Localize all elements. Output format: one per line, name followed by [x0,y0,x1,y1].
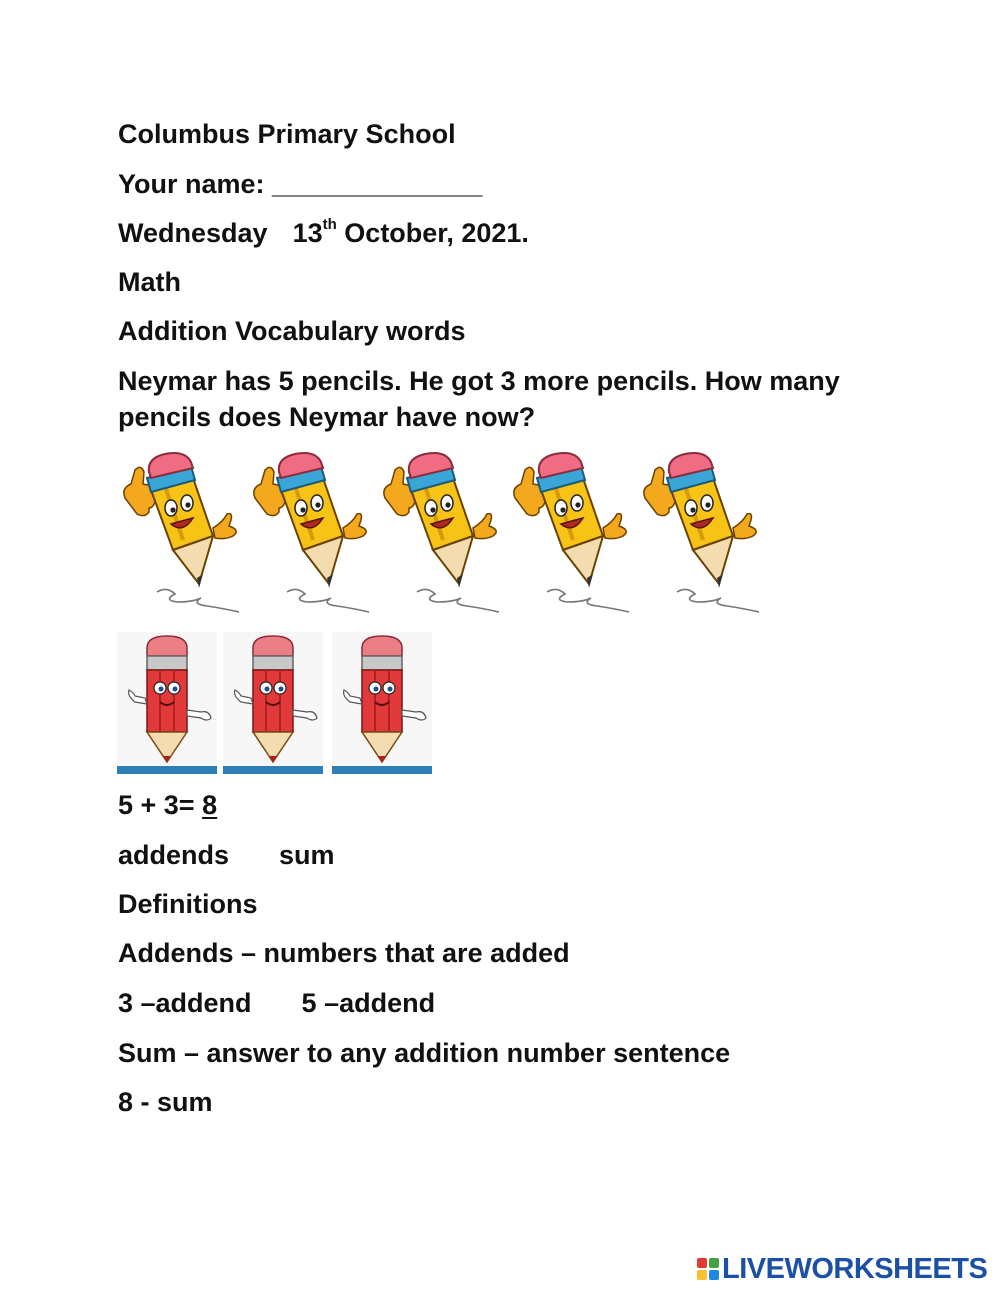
red-pencil-image [117,632,217,774]
logo-text: LIVEWORKSHEETS [722,1252,988,1285]
date-day: Wednesday [118,218,268,248]
liveworksheets-logo[interactable] [697,1252,987,1286]
logo-icon [697,1258,719,1280]
addend-example-1: 3 –addend [118,988,252,1018]
addends-definition: Addends – numbers that are added [118,938,570,968]
school-name: Columbus Primary School [118,119,456,149]
addend-examples [118,985,435,1021]
logo-box-blue [709,1270,719,1280]
labels-line [118,837,335,873]
yellow-pencil-image [377,450,512,620]
logo-box-green [709,1258,719,1268]
equation-answer[interactable]: 8 [202,790,218,820]
yellow-pencil-image [637,450,772,620]
yellow-pencil-image [247,450,382,620]
date-number: 13 [292,218,323,248]
logo-box-yellow [697,1270,707,1280]
sum-definition: Sum – answer to any addition number sentence [118,1038,731,1068]
equation [118,787,217,823]
definitions-heading: Definitions [118,889,258,919]
yellow-pencil-image [507,450,642,620]
yellow-pencil-image [117,450,252,620]
word-problem: Neymar has 5 pencils. He got 3 more pencils. How many pencils does Neymar have now? [118,366,840,432]
name-line[interactable]: Your name: ______________ [118,169,483,199]
date-rest: October, 2021. [344,218,529,248]
equation-left: 5 + 3= [118,790,203,820]
sum-example: 8 - sum [118,1087,213,1117]
logo-box-red [697,1258,707,1268]
label-sum: sum [279,840,335,870]
red-pencil-image [223,632,323,774]
date-suffix: th [322,216,337,233]
date-line [118,215,529,251]
label-addends: addends [118,840,230,870]
red-pencil-image [332,632,432,774]
subject: Math [118,267,181,297]
topic: Addition Vocabulary words [118,316,466,346]
addend-example-2: 5 –addend [301,988,436,1018]
